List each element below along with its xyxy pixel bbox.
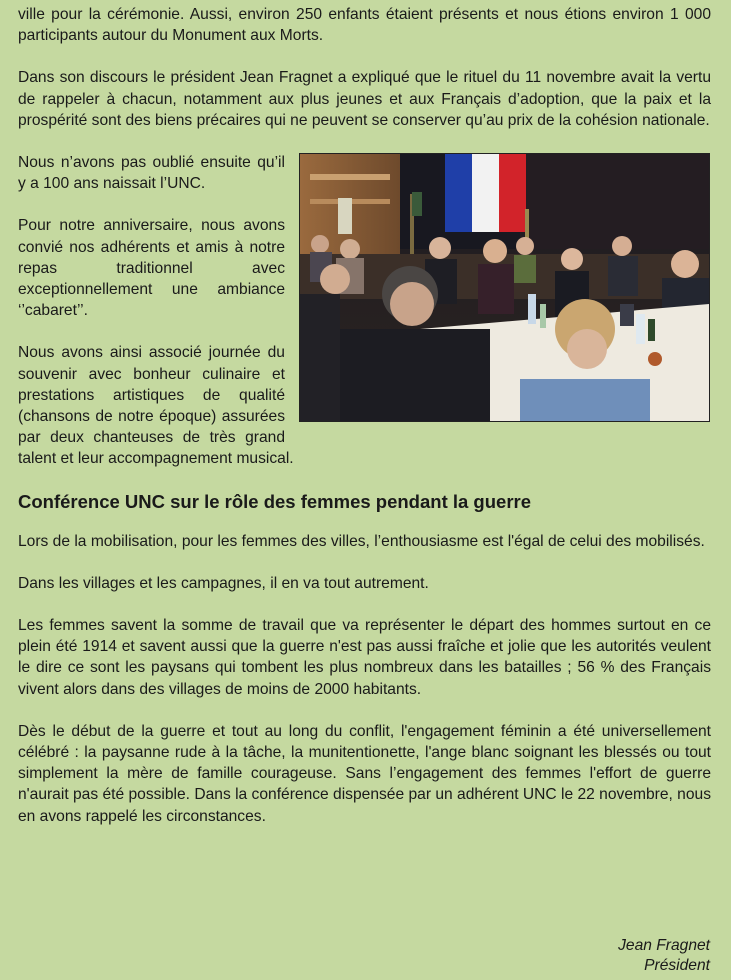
flag-blue-stripe [445,154,472,232]
signature-name: Jean Fragnet [618,937,710,954]
anniversary-paragraph-2: Pour notre anniversaire, nous avons convié nos adhérents et amis à notre repas traditionnel avec exceptionnellement une ambiance ‘’cabaret’’. [18,217,285,320]
conference-paragraph-2: Dans les villages et les campagnes, il en va tout autrement. [18,574,429,592]
anniversary-paragraph-1: Nous n’avons pas oublié ensuite qu’il y a 100 ans naissait l’UNC. [18,154,285,193]
flag-red-stripe [499,154,526,232]
signature-block [618,936,710,976]
flag-white-stripe [472,154,499,232]
anniversary-section [18,152,711,470]
conference-paragraph-1: Lors de la mobilisation, pour les femmes des villes, l’enthousiasme est l'égal de celui des mobilisés. [18,532,705,550]
conference-heading: Conférence UNC sur le rôle des femmes pendant la guerre [18,490,532,512]
intro-paragraph-1: ville pour la cérémonie. Aussi, environ 250 enfants étaient présents et nous étions environ 1 000 participants autour du Monument aux Morts. [18,6,711,45]
anniversary-paragraph-3: Nous avons ainsi associé journée du souvenir avec bonheur culinaire et prestations artistiques de qualité (chansons de notre époque) assurées par deux chanteuses de très grand talent et leur accompagnement musical. [18,344,294,468]
intro-paragraph-2: Dans son discours le président Jean Fragnet a expliqué que le rituel du 11 novembre avait la vertu de rappeler à chacun, notamment aux plus jeunes et aux Français d’adoption, que la paix et la prospérité sont des biens précaires qui ne peuvent se conserver qu’au prix de la cohésion nationale. [18,69,711,129]
conference-paragraph-4: Dès le début de la guerre et tout au long du conflit, l'engagement féminin a été universellement célébré : la paysanne rude à la tâche, la munitentionette, l'ange blanc soignant les blessés ou tout simplement la mère de famille courageuse. Sans l’engagement des femmes l'effort de guerre n'aurait pas été possible. Dans la conférence dispensée par un adhérent UNC le 22 novembre, nous en avons rappelé les circonstances. [18,722,711,825]
banquet-photo [299,153,710,422]
signature-title: Président [644,957,710,974]
conference-paragraph-3: Les femmes savent la somme de travail que va représenter le départ des hommes surtout en ce plein été 1914 et savent aussi que la guerre n'est pas aussi fraîche et jolie que les autorités veulent le dire ce sont les paysans qui tombent les plus nombreux dans les batailles ; 56 % des Français vivent alors dans des villages de moins de 2000 habitants. [18,617,711,698]
